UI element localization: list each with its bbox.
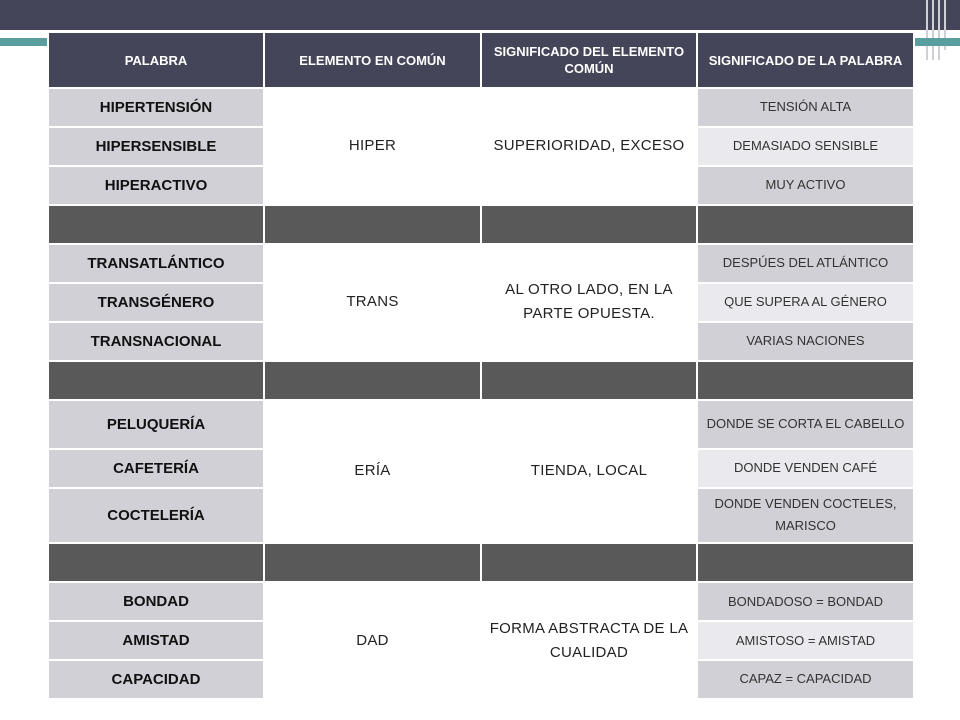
element-meaning-cell: FORMA ABSTRACTA DE LA CUALIDAD bbox=[481, 582, 697, 699]
word-cell: HIPERACTIVO bbox=[48, 166, 264, 205]
word-cell: HIPERTENSIÓN bbox=[48, 88, 264, 127]
definition-cell: DONDE VENDEN COCTELES, MARISCO bbox=[697, 488, 914, 543]
word-cell: CAFETERÍA bbox=[48, 449, 264, 488]
table-row bbox=[48, 88, 914, 127]
element-meaning-cell: SUPERIORIDAD, EXCESO bbox=[481, 88, 697, 205]
definition-cell: VARIAS NACIONES bbox=[697, 322, 914, 361]
element-meaning-cell: TIENDA, LOCAL bbox=[481, 400, 697, 544]
common-element-cell: HIPER bbox=[264, 88, 481, 205]
header-word-meaning: SIGNIFICADO DE LA PALABRA bbox=[697, 32, 914, 88]
element-meaning-cell: AL OTRO LADO, EN LA PARTE OPUESTA. bbox=[481, 244, 697, 361]
definition-cell: AMISTOSO = AMISTAD bbox=[697, 621, 914, 660]
word-formation-table bbox=[47, 31, 915, 700]
definition-cell: QUE SUPERA AL GÉNERO bbox=[697, 283, 914, 322]
common-element-cell: TRANS bbox=[264, 244, 481, 361]
separator-row bbox=[48, 543, 914, 582]
word-cell: TRANSATLÁNTICO bbox=[48, 244, 264, 283]
header-element-meaning: SIGNIFICADO DEL ELEMENTO COMÚN bbox=[481, 32, 697, 88]
word-cell: TRANSGÉNERO bbox=[48, 283, 264, 322]
header-common-element: ELEMENTO EN COMÚN bbox=[264, 32, 481, 88]
word-cell: HIPERSENSIBLE bbox=[48, 127, 264, 166]
definition-cell: MUY ACTIVO bbox=[697, 166, 914, 205]
accent-bar-right bbox=[910, 38, 960, 46]
word-cell: COCTELERÍA bbox=[48, 488, 264, 543]
corner-decoration bbox=[920, 0, 960, 60]
header-row bbox=[48, 32, 914, 88]
separator-row bbox=[48, 205, 914, 244]
word-cell: CAPACIDAD bbox=[48, 660, 264, 699]
definition-cell: BONDADOSO = BONDAD bbox=[697, 582, 914, 621]
table-row bbox=[48, 244, 914, 283]
definition-cell: DONDE VENDEN CAFÉ bbox=[697, 449, 914, 488]
table-row bbox=[48, 400, 914, 449]
definition-cell: DONDE SE CORTA EL CABELLO bbox=[697, 400, 914, 449]
common-element-cell: ERÍA bbox=[264, 400, 481, 544]
slide-top-bar bbox=[0, 0, 960, 30]
definition-cell: DESPÚES DEL ATLÁNTICO bbox=[697, 244, 914, 283]
common-element-cell: DAD bbox=[264, 582, 481, 699]
separator-row bbox=[48, 361, 914, 400]
definition-cell: CAPAZ = CAPACIDAD bbox=[697, 660, 914, 699]
word-cell: TRANSNACIONAL bbox=[48, 322, 264, 361]
word-cell: PELUQUERÍA bbox=[48, 400, 264, 449]
word-cell: AMISTAD bbox=[48, 621, 264, 660]
header-word: PALABRA bbox=[48, 32, 264, 88]
definition-cell: DEMASIADO SENSIBLE bbox=[697, 127, 914, 166]
table-row bbox=[48, 582, 914, 621]
word-cell: BONDAD bbox=[48, 582, 264, 621]
definition-cell: TENSIÓN ALTA bbox=[697, 88, 914, 127]
